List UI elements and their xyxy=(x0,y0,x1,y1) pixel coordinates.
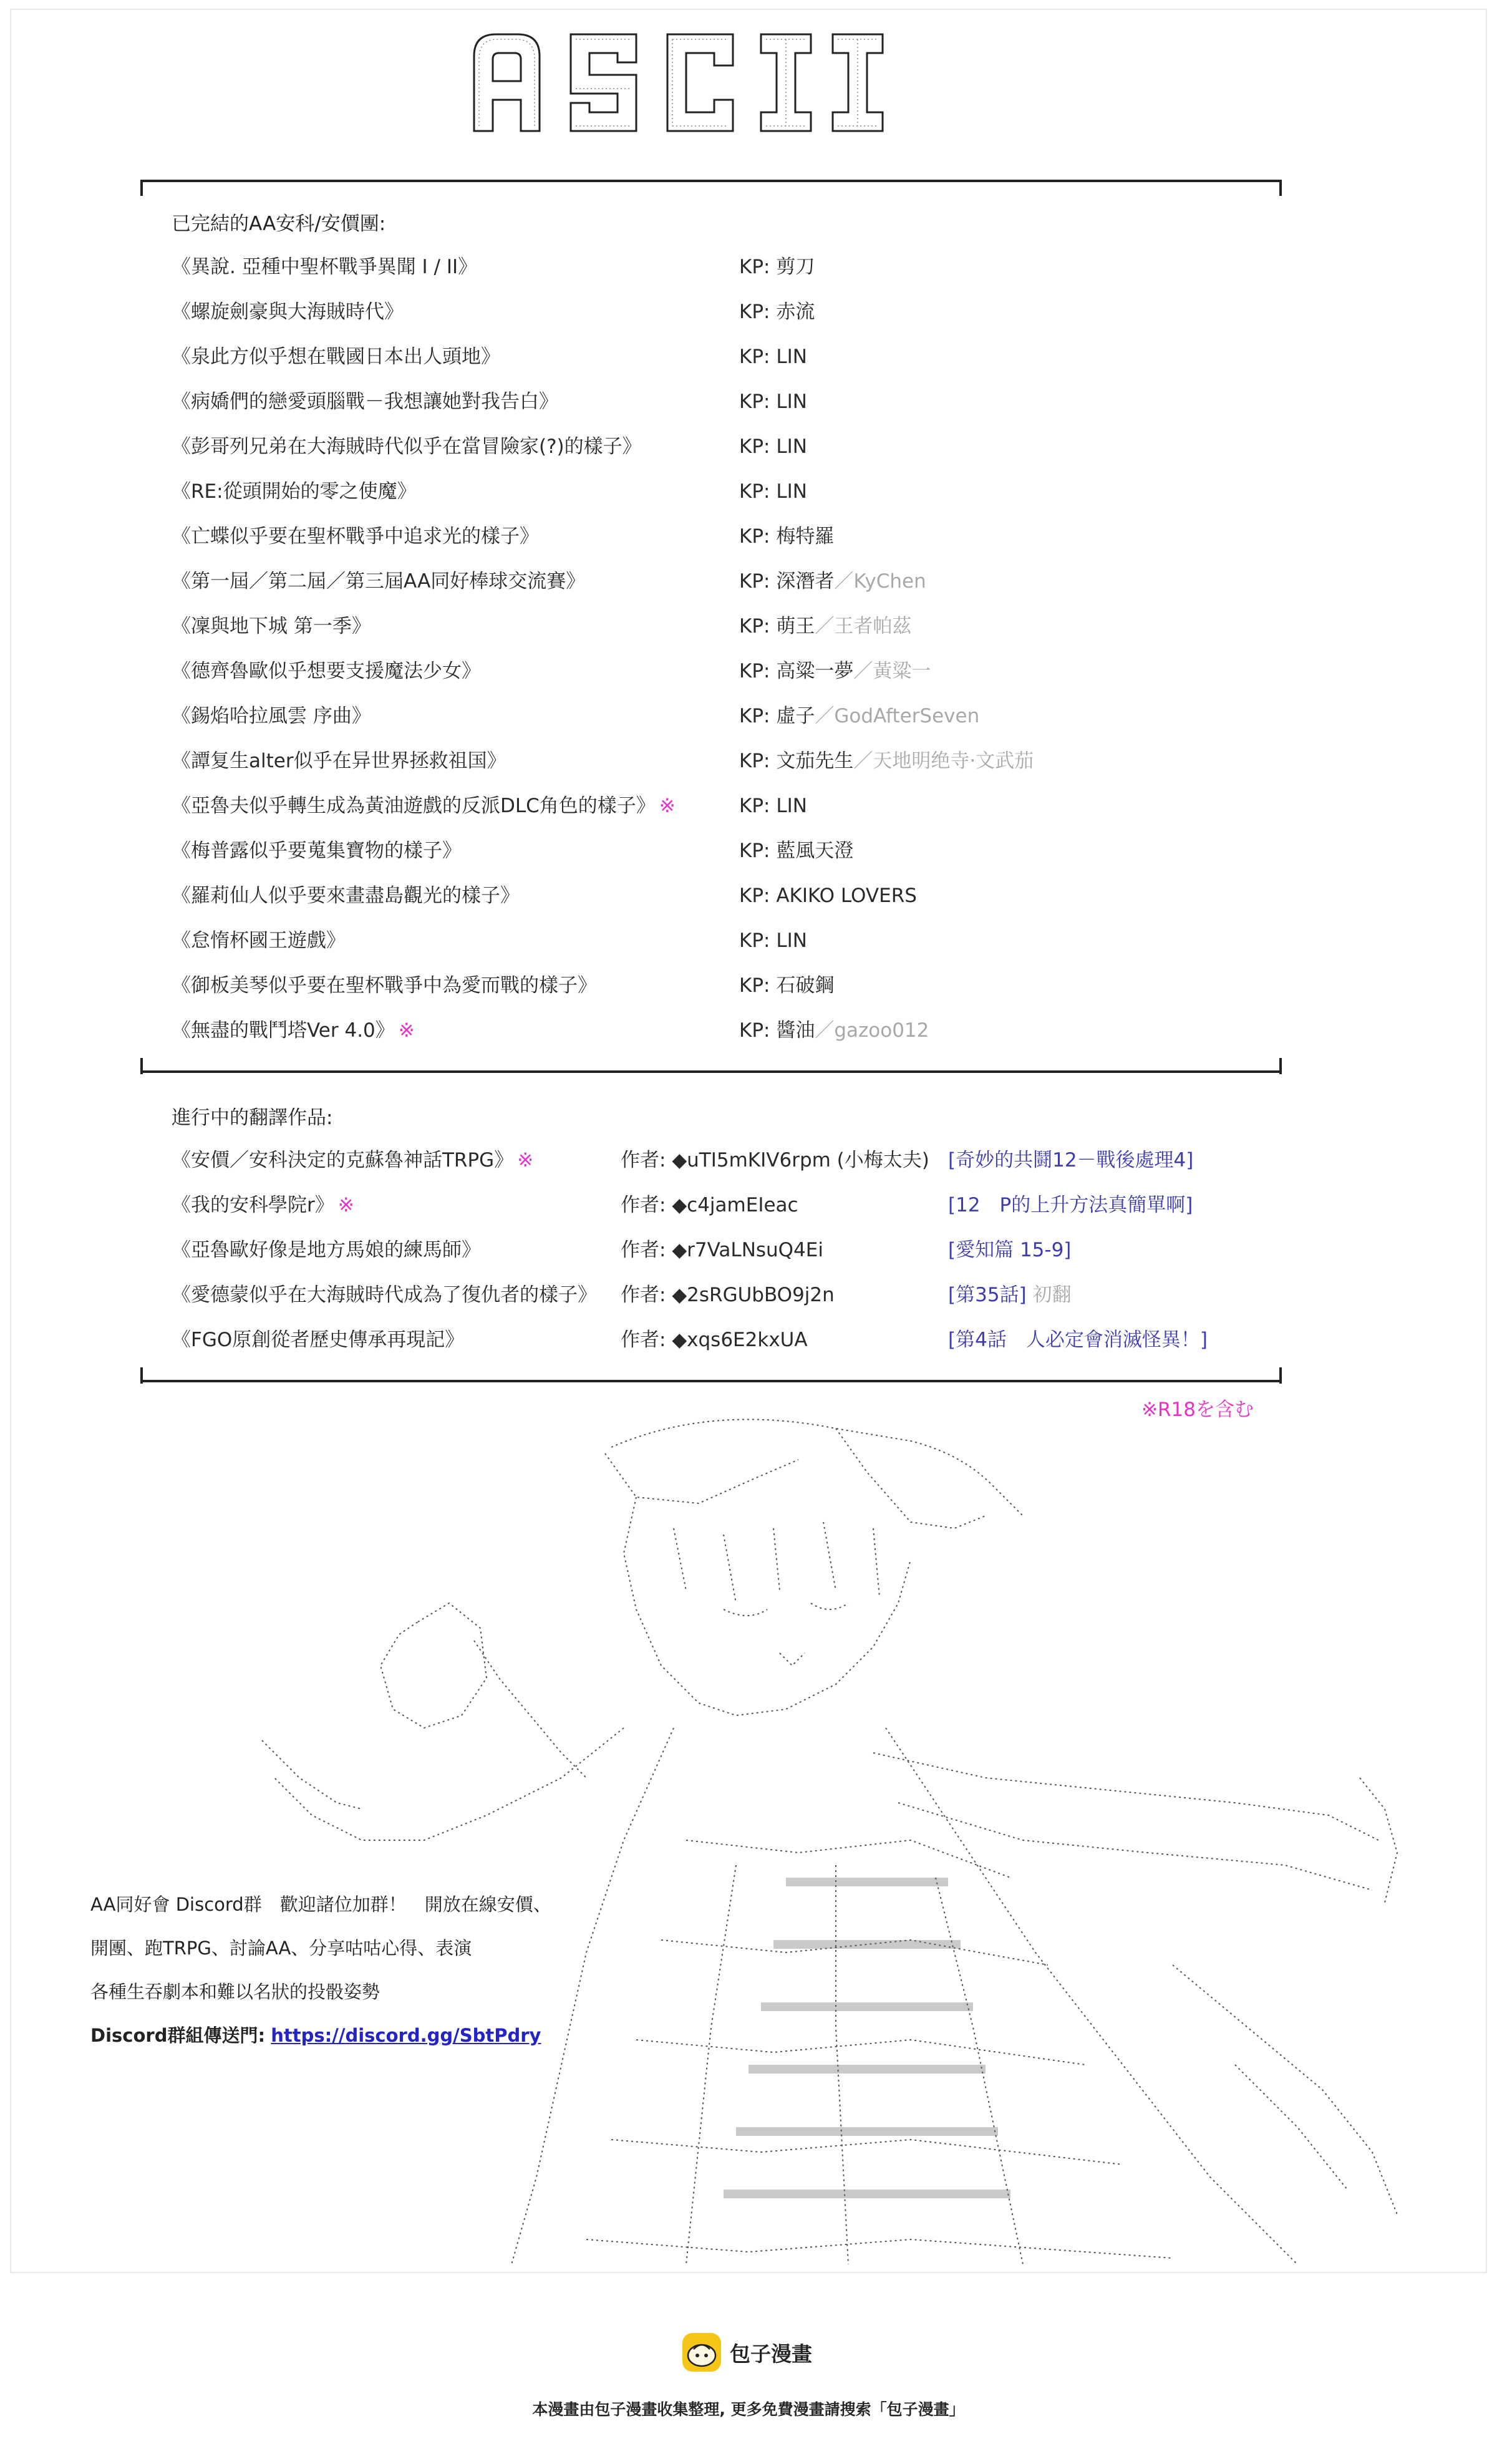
completed-row xyxy=(172,338,1282,376)
completed-row xyxy=(172,293,1282,331)
kp-name: LIN xyxy=(776,795,807,817)
kp-name: 剪刀 xyxy=(776,256,815,278)
latest-chapter-link[interactable]: [第4話 人必定會消滅怪異！] xyxy=(948,1329,1208,1351)
author-label: 作者: xyxy=(621,1329,666,1351)
kp-name: LIN xyxy=(776,346,807,368)
work-title[interactable]: 《第一屆／第二屆／第三屆AA同好棒球交流賽》 xyxy=(172,570,586,593)
kp-credit xyxy=(739,877,917,914)
author-credit xyxy=(621,1142,929,1179)
author-label: 作者: xyxy=(621,1149,666,1171)
kp-name: LIN xyxy=(776,435,807,458)
r18-mark: ※ xyxy=(659,795,676,817)
completed-row xyxy=(172,608,1282,645)
r18-mark: ※ xyxy=(337,1194,354,1216)
kp-alt-name: ／KyChen xyxy=(834,570,926,593)
completed-row xyxy=(172,248,1282,286)
kp-alt-name: ／王者帕茲 xyxy=(815,615,912,638)
work-title[interactable]: 《螺旋劍豪與大海賊時代》 xyxy=(172,301,404,323)
discord-line-1: AA同好會 Discord群 歡迎諸位加群！ 開放在線安價、 xyxy=(90,1894,551,1915)
footer-brand: 包子漫畫 xyxy=(730,2342,812,2366)
kp-label: KP: xyxy=(739,1019,770,1042)
work-title[interactable]: 《病嬌們的戀愛頭腦戰－我想讓她對我告白》 xyxy=(172,390,558,413)
section-divider-top xyxy=(140,180,1282,182)
kp-credit xyxy=(739,608,911,645)
kp-credit xyxy=(739,832,853,870)
r18-note: ※R18を含む xyxy=(1141,1399,1254,1421)
completed-row xyxy=(172,697,1282,735)
work-title[interactable]: 《FGO原創從者歷史傳承再現記》 xyxy=(172,1329,465,1351)
work-title[interactable]: 《德齊魯歐似乎想要支援魔法少女》 xyxy=(172,660,481,682)
discord-invite-label: Discord群組傳送門: xyxy=(90,2025,266,2046)
kp-credit xyxy=(739,293,815,331)
completed-row xyxy=(172,473,1282,510)
kp-label: KP: xyxy=(739,346,770,368)
kp-alt-name: ／黃粱一 xyxy=(853,660,931,682)
section-divider-bottom xyxy=(140,1380,1282,1382)
kp-label: KP: xyxy=(739,435,770,458)
latest-chapter-link[interactable]: [奇妙的共鬪12－戰後處理4] xyxy=(948,1149,1194,1171)
work-title[interactable]: 《亞魯夫似乎轉生成為黃油遊戲的反派DLC角色的樣子》 ※ xyxy=(172,795,676,817)
kp-credit xyxy=(739,248,815,286)
kp-credit xyxy=(739,787,807,825)
in-progress-row xyxy=(172,1142,1282,1179)
work-title[interactable]: 《異說. 亞種中聖杯戰爭異聞 I / II》 xyxy=(172,256,478,278)
chapter-note: 初翻 xyxy=(1026,1284,1072,1306)
kp-credit xyxy=(739,563,926,600)
author-label: 作者: xyxy=(621,1284,666,1306)
completed-row xyxy=(172,652,1282,690)
work-title[interactable]: 《愛德蒙似乎在大海賊時代成為了復仇者的樣子》 xyxy=(172,1284,597,1306)
kp-alt-name: ／gazoo012 xyxy=(815,1019,929,1042)
latest-chapter-link[interactable]: [第35話] 初翻 xyxy=(948,1284,1072,1306)
kp-label: KP: xyxy=(739,660,770,682)
discord-line-3: 各種生吞劇本和難以名狀的投骰姿勢 xyxy=(90,1981,380,2002)
kp-credit xyxy=(739,383,807,420)
kp-name: AKIKO LOVERS xyxy=(776,885,917,907)
kp-credit xyxy=(739,967,834,1004)
kp-name: 石破鋼 xyxy=(776,974,835,997)
completed-row xyxy=(172,922,1282,959)
author-name: ◆r7VaLNsuQ4Ei xyxy=(672,1239,823,1261)
work-title[interactable]: 《譚复生alter似乎在异世界拯救祖国》 xyxy=(172,750,506,772)
author-credit xyxy=(621,1231,823,1269)
latest-chapter-link[interactable]: [愛知篇 15-9] xyxy=(948,1239,1072,1261)
kp-name: 萌王 xyxy=(776,615,815,638)
dotted-ascii-art-figure xyxy=(237,1404,1403,2271)
completed-row xyxy=(172,787,1282,825)
completed-row xyxy=(172,518,1282,555)
completed-heading: 已完結的AA安科/安價團: xyxy=(172,213,386,235)
discord-invite-line xyxy=(90,2014,602,2057)
kp-label: KP: xyxy=(739,301,770,323)
work-title[interactable]: 《亡蝶似乎要在聖杯戰爭中追求光的樣子》 xyxy=(172,525,539,548)
in-progress-row xyxy=(172,1276,1282,1314)
work-title[interactable]: 《無盡的戰鬥塔Ver 4.0》 ※ xyxy=(172,1019,415,1042)
kp-credit xyxy=(739,697,979,735)
kp-label: KP: xyxy=(739,480,770,503)
kp-credit xyxy=(739,338,807,376)
work-title[interactable]: 《羅莉仙人似乎要來畫盡島觀光的樣子》 xyxy=(172,885,520,907)
author-name: ◆c4jamEIeac xyxy=(672,1194,798,1216)
work-title[interactable]: 《RE:從頭開始的零之使魔》 xyxy=(172,480,417,503)
kp-credit xyxy=(739,473,807,510)
work-title[interactable]: 《亞魯歐好像是地方馬娘的練馬師》 xyxy=(172,1239,481,1261)
kp-alt-name: ／GodAfterSeven xyxy=(815,705,980,727)
discord-line-2: 開團、跑TRPG、討論AA、分享咕咕心得、表演 xyxy=(90,1938,472,1959)
kp-name: 醬油 xyxy=(776,1019,815,1042)
footer-note: 本漫畫由包子漫畫收集整理, 更多免費漫畫請搜索「包子漫畫」 xyxy=(532,2400,965,2418)
kp-label: KP: xyxy=(739,974,770,997)
completed-row xyxy=(172,832,1282,870)
author-credit xyxy=(621,1186,798,1224)
kp-credit xyxy=(739,652,931,690)
in-progress-heading: 進行中的翻譯作品: xyxy=(172,1107,333,1129)
r18-mark: ※ xyxy=(398,1019,415,1042)
kp-name: 文茄先生 xyxy=(776,750,854,772)
kp-name: 梅特羅 xyxy=(776,525,835,548)
kp-label: KP: xyxy=(739,795,770,817)
author-label: 作者: xyxy=(621,1194,666,1216)
author-credit xyxy=(621,1321,808,1359)
ascii-logo-icon xyxy=(449,19,936,143)
kp-label: KP: xyxy=(739,750,770,772)
work-title[interactable]: 《錫焰哈拉風雲 序曲》 xyxy=(172,705,371,727)
work-title[interactable]: 《御板美琴似乎要在聖杯戰爭中為愛而戰的樣子》 xyxy=(172,974,597,997)
in-progress-row xyxy=(172,1231,1282,1269)
author-label: 作者: xyxy=(621,1239,666,1261)
kp-label: KP: xyxy=(739,885,770,907)
kp-label: KP: xyxy=(739,705,770,727)
work-title[interactable]: 《凜與地下城 第一季》 xyxy=(172,615,371,638)
kp-name: 赤流 xyxy=(776,301,815,323)
author-credit xyxy=(621,1276,835,1314)
kp-name: LIN xyxy=(776,480,807,503)
work-title[interactable]: 《彭哥列兄弟在大海賊時代似乎在當冒險家(?)的樣子》 xyxy=(172,435,642,458)
kp-credit xyxy=(739,742,1034,780)
work-title[interactable]: 《泉此方似乎想在戰國日本出人頭地》 xyxy=(172,346,500,368)
kp-label: KP: xyxy=(739,840,770,862)
completed-row xyxy=(172,877,1282,914)
kp-credit xyxy=(739,518,834,555)
discord-info xyxy=(90,1883,602,2057)
author-name: ◆2sRGUbBO9j2n xyxy=(672,1284,835,1306)
kp-label: KP: xyxy=(739,570,770,593)
kp-label: KP: xyxy=(739,525,770,548)
kp-name: 高粱一夢 xyxy=(776,660,854,682)
completed-row xyxy=(172,428,1282,465)
kp-alt-name: ／天地明绝寺·文武茄 xyxy=(853,750,1034,772)
completed-row xyxy=(172,1012,1282,1049)
completed-row xyxy=(172,383,1282,420)
kp-name: LIN xyxy=(776,929,807,952)
completed-row xyxy=(172,742,1282,780)
section-divider-middle xyxy=(140,1070,1282,1073)
kp-credit xyxy=(739,922,807,959)
kp-label: KP: xyxy=(739,615,770,638)
kp-credit xyxy=(739,1012,929,1049)
latest-chapter-link[interactable]: [12 P的上升方法真簡單啊] xyxy=(948,1194,1193,1216)
kp-name: 藍風天澄 xyxy=(776,840,854,862)
work-title[interactable]: 《安價／安科決定的克蘇魯神話TRPG》 ※ xyxy=(172,1149,534,1171)
completed-row xyxy=(172,563,1282,600)
work-title[interactable]: 《梅普露似乎要蒐集寶物的樣子》 xyxy=(172,840,462,862)
completed-row xyxy=(172,967,1282,1004)
kp-label: KP: xyxy=(739,256,770,278)
discord-invite-link[interactable]: https://discord.gg/SbtPdry xyxy=(271,2025,541,2046)
work-title[interactable]: 《我的安科學院r》 ※ xyxy=(172,1194,354,1216)
work-title[interactable]: 《怠惰杯國王遊戲》 xyxy=(172,929,346,952)
in-progress-row xyxy=(172,1186,1282,1224)
r18-mark: ※ xyxy=(517,1149,534,1171)
author-name: ◆xqs6E2kxUA xyxy=(672,1329,808,1351)
kp-label: KP: xyxy=(739,929,770,952)
kp-credit xyxy=(739,428,807,465)
kp-name: 虛子 xyxy=(776,705,815,727)
in-progress-row xyxy=(172,1321,1282,1359)
kp-name: LIN xyxy=(776,390,807,413)
kp-name: 深潛者 xyxy=(776,570,835,593)
author-name: ◆uTI5mKIV6rpm (小梅太夫) xyxy=(672,1149,929,1171)
kp-label: KP: xyxy=(739,390,770,413)
